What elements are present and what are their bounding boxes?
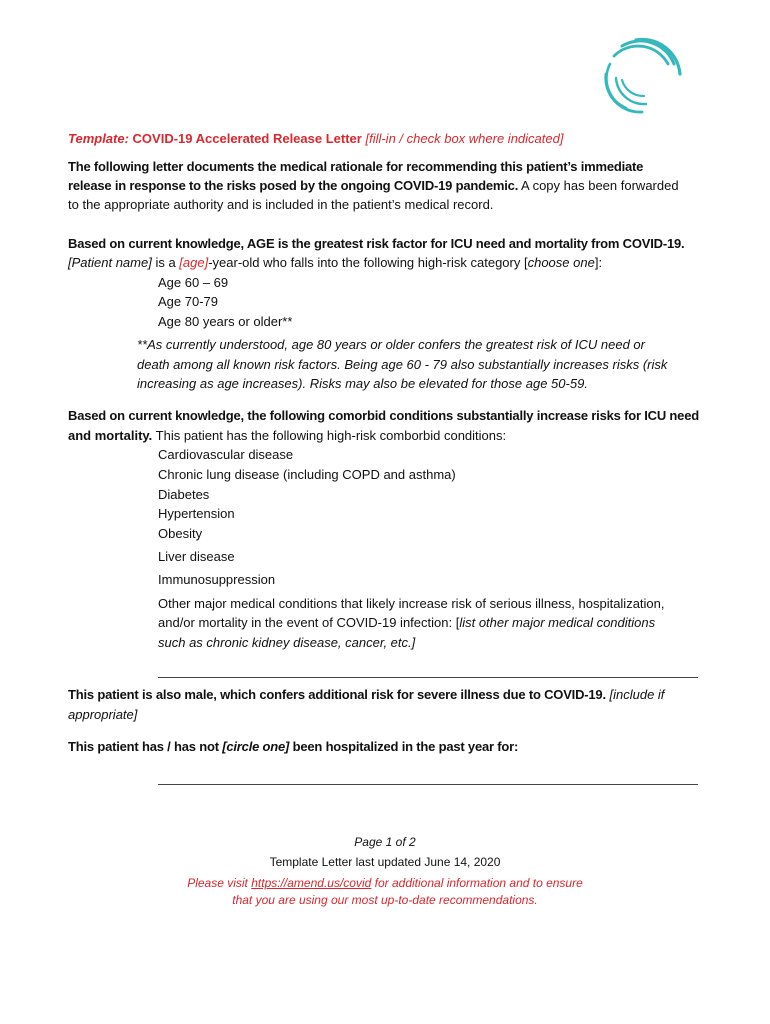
intro-line-2 <box>68 176 679 195</box>
male-include-a: [include if <box>609 687 665 702</box>
amend-logo <box>596 34 686 118</box>
other-conditions-line-2 <box>158 613 655 632</box>
footer-visit-post: for additional information and to ensure <box>371 876 583 890</box>
footer-visit-pre: Please visit <box>187 876 252 890</box>
last-updated: Template Letter last updated June 14, 2020 <box>269 855 501 869</box>
age-note-line-3: increasing as age increases). Risks may also be elevated for those age 50-59. <box>137 376 588 391</box>
intro-line-3: to the appropriate authority and is included in the patient’s medical record. <box>68 197 494 212</box>
hospital-line <box>68 737 518 756</box>
male-statement: This patient is also male, which confers additional risk for severe illness due to COVID-19. <box>68 687 606 702</box>
comorbid-heading-2 <box>68 426 506 445</box>
intro-bold-2: release in response to the risks posed by the ongoing COVID-19 pandemic. <box>68 178 519 193</box>
other-conditions-line-3: such as chronic kidney disease, cancer, etc.] <box>158 635 416 650</box>
age-note-line-1: **As currently understood, age 80 years or older confers the greatest risk of ICU need or <box>137 337 645 352</box>
template-prefix: Template: <box>68 131 129 146</box>
patient-name-field: [Patient name] <box>68 255 152 270</box>
hospital-text-b: been hospitalized in the past year for: <box>289 739 519 754</box>
close-text: ]: <box>594 255 603 270</box>
condition-diabetes: Diabetes <box>158 487 210 502</box>
age-option-60-69: Age 60 – 69 <box>158 275 229 290</box>
other-conditions-fill-line <box>158 677 698 678</box>
hospital-text-a: This patient has / has not <box>68 739 223 754</box>
hospital-fill-line <box>158 784 698 785</box>
other-conditions-line-1: Other major medical conditions that likely increase risk of serious illness, hospitalization, <box>158 596 665 611</box>
hospital-circle-one: [circle one] <box>222 739 290 754</box>
condition-hypertension: Hypertension <box>158 506 235 521</box>
age-heading: Based on current knowledge, AGE is the greatest risk factor for ICU need and mortality from COVID-19. <box>68 236 685 251</box>
template-title: COVID-19 Accelerated Release Letter <box>132 131 362 146</box>
male-line-1 <box>68 685 664 704</box>
condition-cardiovascular: Cardiovascular disease <box>158 447 294 462</box>
age-option-80-plus: Age 80 years or older** <box>158 314 293 329</box>
footer-line-2: that you are using our most up-to-date recommendations. <box>232 893 538 907</box>
other-conditions-text: and/or mortality in the event of COVID-19 infection: [ <box>158 615 460 630</box>
intro-rest-2: A copy has been forwarded <box>521 178 679 193</box>
condition-chronic-lung: Chronic lung disease (including COPD and asthma) <box>158 467 456 482</box>
template-instruction: [fill-in / check box where indicated] <box>365 131 564 146</box>
condition-liver: Liver disease <box>158 549 235 564</box>
intro-line-1: The following letter documents the medical rationale for recommending this patient’s immediate <box>68 159 644 174</box>
age-option-70-79: Age 70-79 <box>158 294 218 309</box>
age-field: [age] <box>179 255 209 270</box>
other-conditions-italic: list other major medical conditions <box>459 615 656 630</box>
template-header <box>68 129 563 148</box>
comorbid-heading-bold: and mortality. <box>68 428 153 443</box>
footer-visit-line <box>0 874 770 892</box>
comorbid-heading-rest: This patient has the following high-risk comborbid conditions: <box>152 428 507 443</box>
after-age-text: -year-old who falls into the following high-risk category [ <box>208 255 528 270</box>
condition-immunosuppression: Immunosuppression <box>158 572 276 587</box>
choose-one-text: choose one <box>527 255 595 270</box>
age-sentence <box>68 253 602 272</box>
age-note-line-2: death among all known risk factors. Being age 60 - 79 also substantially increases risks (risk <box>137 357 668 372</box>
condition-obesity: Obesity <box>158 526 203 541</box>
comorbid-heading-1: Based on current knowledge, the following comorbid conditions substantially increase risks for ICU need <box>68 408 699 423</box>
amend-covid-link[interactable]: https://amend.us/covid <box>251 876 372 890</box>
is-a-text: is a <box>151 255 180 270</box>
page-number: Page 1 of 2 <box>354 835 416 849</box>
male-include-b: appropriate] <box>68 707 138 722</box>
